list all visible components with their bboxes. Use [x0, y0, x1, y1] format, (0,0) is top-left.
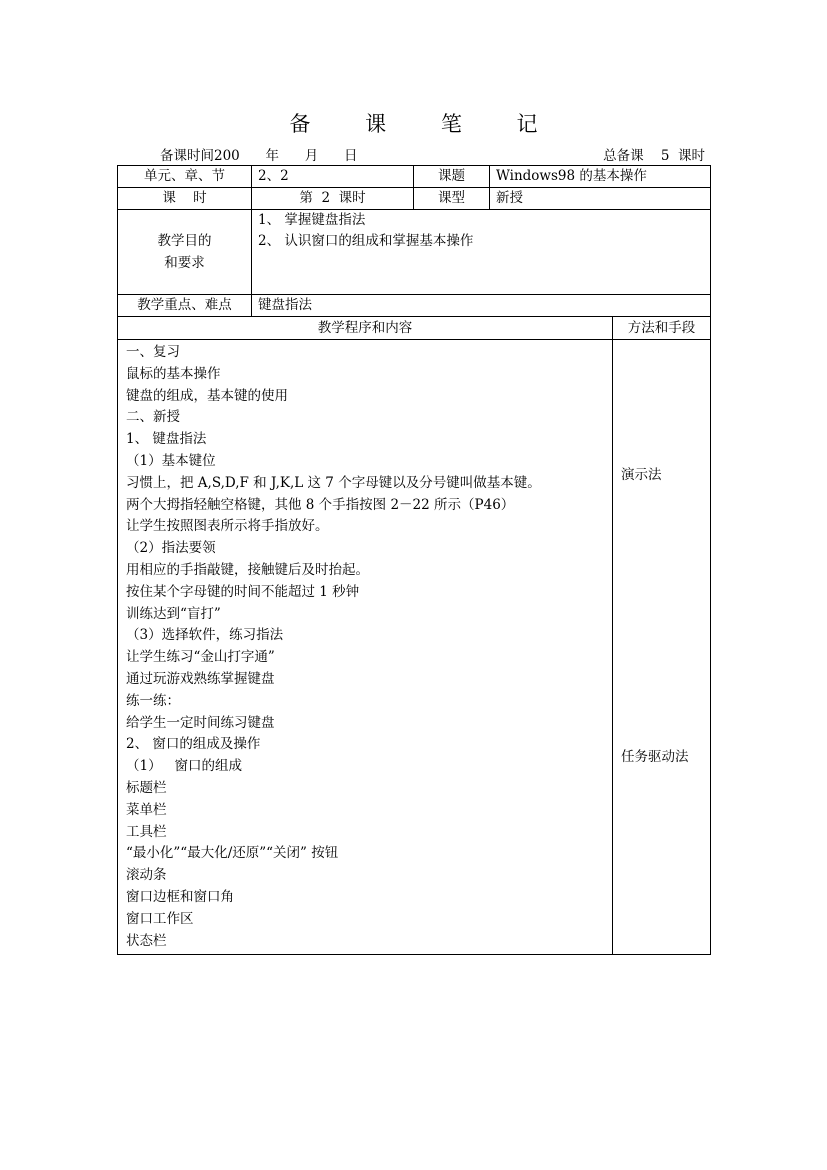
procedure-line: 练一练：: [126, 692, 180, 709]
procedure-line: （1）基本键位: [126, 452, 216, 469]
unit-label: 单元、章、节: [118, 166, 252, 188]
goals-content: [252, 210, 711, 295]
procedure-line: 菜单栏: [126, 801, 167, 818]
method-task-driven: 任务驱动法: [621, 749, 689, 765]
procedure-line: 习惯上，把 A,S,D,F 和 J,K,L 这 7 个字母键以及分号键叫做基本键。: [126, 474, 541, 491]
procedure-line: 训练达到“盲打”: [126, 605, 221, 622]
table-row: [118, 317, 711, 340]
procedure-line: 1、 键盘指法: [126, 431, 207, 448]
table-row: [118, 340, 711, 955]
methods-header: 方法和手段: [613, 317, 711, 340]
goals-label: [118, 210, 252, 295]
title-char: 笔: [440, 112, 462, 136]
focus-value: 键盘指法: [252, 295, 711, 317]
procedure-line: 两个大拇指轻触空格键，其他 8 个手指按图 2－22 所示（P46）: [126, 496, 515, 513]
procedure-line: 鼠标的基本操作: [126, 365, 221, 382]
procedure-line: 标题栏: [126, 779, 167, 796]
procedure-line: 按住某个字母键的时间不能超过 1 秒钟: [126, 583, 360, 600]
procedure-line: 2、 窗口的组成及操作: [126, 736, 261, 753]
procedure-line: 工具栏: [126, 823, 167, 840]
procedure-line: 二、新授: [126, 409, 180, 426]
period-value: 第 2 课时: [252, 188, 414, 210]
table-row: [118, 188, 711, 210]
title-char: 课: [365, 112, 387, 136]
goals-label-line: 和要求: [164, 255, 205, 271]
procedure-header: 教学程序和内容: [118, 317, 613, 340]
lesson-plan-table: [117, 165, 711, 955]
topic-value: Windows98 的基本操作: [490, 166, 711, 188]
period-label: 课 时: [118, 188, 252, 210]
topic-label: 课题: [414, 166, 490, 188]
unit-value: 2、2: [252, 166, 414, 188]
total-periods: 总备课 5 课时: [603, 148, 705, 164]
procedure-line: 一、复习: [126, 344, 180, 360]
title-char: 记: [516, 112, 538, 136]
procedure-line: 给学生一定时间练习键盘: [126, 714, 275, 731]
procedure-line: 用相应的手指敲键，接触键后及时抬起。: [126, 561, 369, 578]
procedure-line: 窗口工作区: [126, 910, 194, 927]
procedure-line: （2）指法要领: [126, 540, 216, 557]
procedure-line: “最小化”“最大化/还原”“关闭” 按钮: [126, 845, 339, 862]
header-meta: [160, 144, 705, 162]
focus-label: 教学重点、难点: [118, 295, 252, 317]
procedure-content: [118, 340, 613, 955]
procedure-line: 滚动条: [126, 867, 167, 884]
procedure-line: 键盘的组成，基本键的使用: [126, 387, 288, 404]
method-demonstration: 演示法: [621, 467, 662, 483]
page-title: [0, 108, 827, 138]
procedure-line: 让学生按照图表所示将手指放好。: [126, 518, 329, 535]
prep-date: 备课时间200 年 月 日: [160, 148, 358, 164]
procedure-line: 让学生练习“金山打字通”: [126, 649, 275, 666]
procedure-line: （1） 窗口的组成: [126, 758, 242, 775]
procedure-line: 状态栏: [126, 932, 167, 949]
type-value: 新授: [490, 188, 711, 210]
procedure-line: 窗口边框和窗口角: [126, 888, 234, 905]
procedure-line: （3）选择软件，练习指法: [126, 627, 284, 644]
methods-content: [613, 340, 711, 955]
table-row: [118, 166, 711, 188]
table-row: [118, 295, 711, 317]
goals-label-line: 教学目的: [157, 233, 212, 249]
table-row: [118, 210, 711, 295]
type-label: 课型: [414, 188, 490, 210]
procedure-line: 通过玩游戏熟练掌握键盘: [126, 670, 275, 687]
goal-item: 1、 掌握键盘指法: [258, 212, 366, 228]
goal-item: 2、 认识窗口的组成和掌握基本操作: [258, 233, 474, 249]
title-char: 备: [289, 112, 311, 136]
